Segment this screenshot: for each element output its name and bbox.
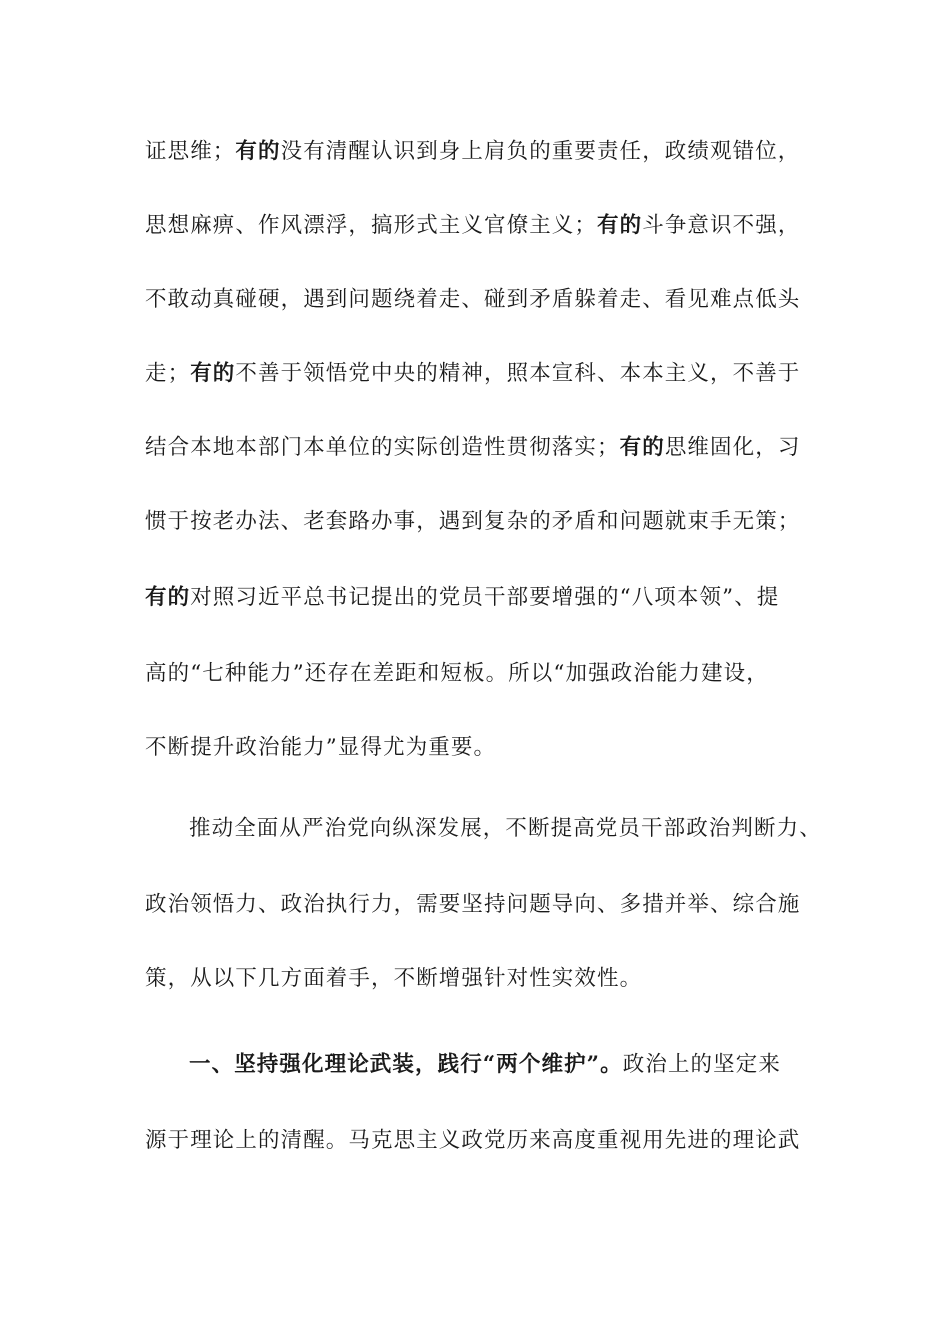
text-line [145,584,815,612]
text-line [145,508,815,536]
text-run: 思维固化，习 [664,435,801,460]
text-line [145,360,815,388]
text-line [145,138,815,166]
text-run: 高的“七种能力”还存在差距和短板。所以“加强政治能力建设， [145,661,769,686]
bold-text-run: 有的 [597,213,643,238]
text-run: 不善于领悟党中央的精神，照本宣科、本本主义，不善于 [235,361,801,386]
text-run: 策，从以下几方面着手，不断增强针对性实效性。 [145,966,643,991]
text-run: 没有清醒认识到身上肩负的重要责任，政绩观错位， [280,139,801,164]
text-run: 斗争意识不强， [642,213,801,238]
bold-text-run: 有的 [190,361,236,386]
text-run: 对照习近平总书记提出的党员干部要增强的“八项本领”、提 [190,585,780,610]
bold-text-run: 一、坚持强化理论武装，践行“两个维护”。 [189,1052,623,1077]
text-run: 政治上的坚定来 [622,1052,781,1077]
text-run: 不断提升政治能力”显得尤为重要。 [145,735,497,760]
text-line [145,286,815,314]
text-run: 结合本地本部门本单位的实际创造性贯彻落实； [145,435,620,460]
text-line [189,815,859,843]
text-line [145,660,815,688]
bold-text-run: 有的 [145,585,191,610]
text-line [189,1051,859,1079]
text-run: 政治领悟力、政治执行力，需要坚持问题导向、多措并举、综合施 [145,892,801,917]
text-line [145,734,815,762]
text-line [145,965,815,993]
text-line [145,1127,815,1155]
text-run: 走； [145,361,191,386]
text-line [145,434,815,462]
text-run: 推动全面从严治党向纵深发展，不断提高党员干部政治判断力、 [189,816,822,841]
bold-text-run: 有的 [619,435,665,460]
text-line [145,212,815,240]
bold-text-run: 有的 [235,139,281,164]
text-run: 证思维； [145,139,236,164]
text-run: 思想麻痹、作风漂浮，搞形式主义官僚主义； [145,213,598,238]
text-run: 惯于按老办法、老套路办事，遇到复杂的矛盾和问题就束手无策； [145,509,801,534]
text-run: 不敢动真碰硬，遇到问题绕着走、碰到矛盾躲着走、看见难点低头 [145,287,801,312]
text-run: 源于理论上的清醒。马克思主义政党历来高度重视用先进的理论武 [145,1128,801,1153]
text-line [145,891,815,919]
